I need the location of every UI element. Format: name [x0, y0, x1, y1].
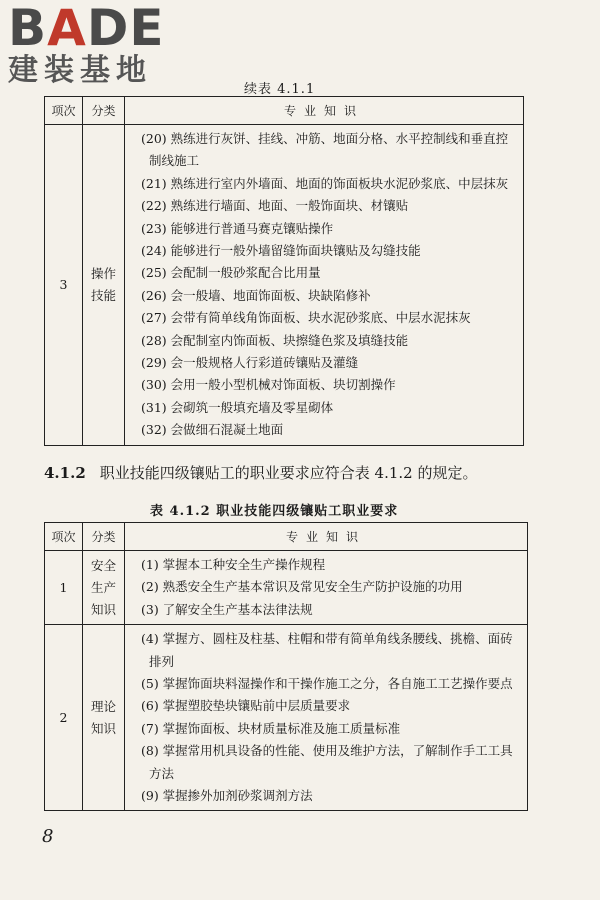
row-index: 1	[45, 551, 83, 625]
row-index: 3	[45, 125, 83, 446]
page-number: 8	[42, 826, 54, 847]
table2-header-index: 项次	[45, 523, 83, 551]
section-text: 职业技能四级镶贴工的职业要求应符合表 4.1.2 的规定。	[99, 464, 478, 482]
row-items	[125, 625, 528, 811]
logo-subtitle: 建装基地	[8, 53, 152, 88]
table2-header-category: 分类	[83, 523, 125, 551]
table2-header-knowledge: 专业知识	[125, 523, 528, 551]
table-row	[45, 125, 524, 446]
table-row	[45, 551, 528, 625]
list-item: (7) 掌握饰面板、块材质量标准及施工质量标准	[141, 720, 401, 736]
logo-brand	[8, 0, 165, 57]
table1-header-knowledge: 专业知识	[125, 97, 524, 125]
logo-brand-left: B	[8, 0, 48, 57]
list-item: (3) 了解安全生产基本法律法规	[141, 601, 313, 617]
list-item: (9) 掌握掺外加剂砂浆调剂方法	[141, 788, 313, 804]
list-item: (21) 熟练进行室内外墙面、地面的饰面板块水泥砂浆底、中层抹灰	[141, 175, 509, 191]
table1-header-index: 项次	[45, 97, 83, 125]
list-item: (20) 熟练进行灰饼、挂线、冲筋、地面分格、水平控制线和垂直控制线施工	[141, 131, 509, 169]
row-category: 安全生产知识	[83, 551, 125, 625]
logo-brand-right: DE	[86, 0, 165, 57]
row-items	[125, 551, 528, 625]
list-item: (2) 熟悉安全生产基本常识及常见安全生产防护设施的功用	[141, 579, 463, 595]
row-items	[125, 125, 524, 446]
list-item: (8) 掌握常用机具设备的性能、使用及维护方法，了解制作手工工具方法	[141, 743, 513, 781]
list-item: (26) 会一般墙、地面饰面板、块缺陷修补	[141, 287, 371, 303]
table1	[44, 96, 524, 446]
table-row	[45, 625, 528, 811]
table1-caption: 续表 4.1.1	[244, 82, 316, 97]
list-item: (30) 会用一般小型机械对饰面板、块切割操作	[141, 377, 396, 393]
list-item: (31) 会砌筑一般填充墙及零星砌体	[141, 399, 334, 415]
list-item: (25) 会配制一般砂浆配合比用量	[141, 265, 321, 281]
list-item: (1) 掌握本工种安全生产操作规程	[141, 557, 326, 572]
table1-header-row	[45, 97, 524, 125]
list-item: (4) 掌握方、圆柱及柱基、柱帽和带有简单角线条腰线、挑檐、面砖排列	[141, 631, 513, 669]
table2-header-row	[45, 523, 528, 551]
list-item: (27) 会带有简单线角饰面板、块水泥砂浆底、中层水泥抹灰	[141, 310, 471, 326]
list-item: (22) 熟练进行墙面、地面、一般饰面块、材镶贴	[141, 198, 409, 214]
row-index: 2	[45, 625, 83, 811]
list-item: (6) 掌握塑胶垫块镶贴前中层质量要求	[141, 698, 351, 714]
table2	[44, 522, 528, 811]
list-item: (32) 会做细石混凝土地面	[141, 422, 284, 438]
section-paragraph	[44, 462, 477, 483]
table1-header-category: 分类	[83, 97, 125, 125]
logo-brand-accent: A	[47, 0, 87, 57]
logo	[8, 2, 165, 88]
section-number: 4.1.2	[44, 464, 86, 482]
list-item: (29) 会一般规格人行彩道砖镶贴及灌缝	[141, 355, 359, 371]
list-item: (5) 掌握饰面块料湿操作和干操作施工之分，各自施工工艺操作要点	[141, 676, 513, 692]
list-item: (24) 能够进行一般外墙留缝饰面块镶贴及勾缝技能	[141, 243, 421, 259]
list-item: (23) 能够进行普通马赛克镶贴操作	[141, 220, 334, 236]
table2-caption: 表 4.1.2 职业技能四级镶贴工职业要求	[150, 504, 399, 519]
row-category: 操作技能	[83, 125, 125, 446]
row-category: 理论知识	[83, 625, 125, 811]
list-item: (28) 会配制室内饰面板、块擦缝色浆及填缝技能	[141, 332, 409, 348]
